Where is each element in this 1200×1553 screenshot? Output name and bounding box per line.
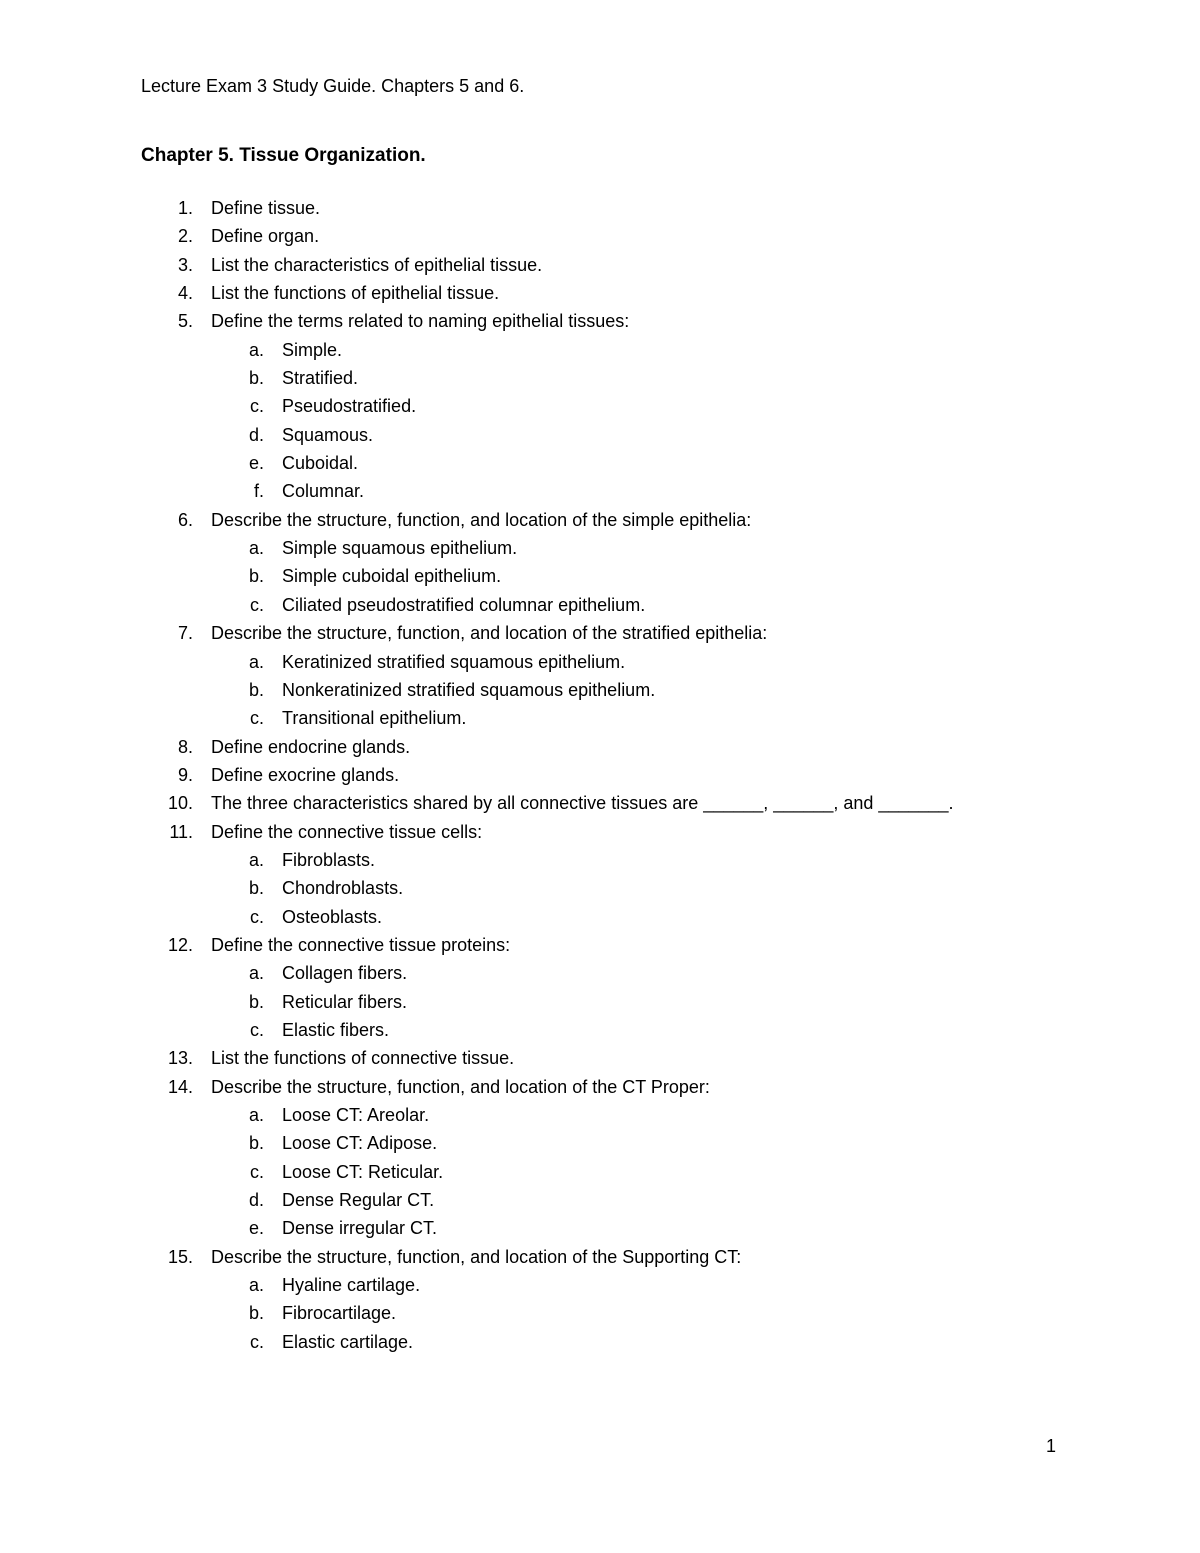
sub-item-text: Squamous. <box>282 424 374 445</box>
item-text: Describe the structure, function, and location of the simple epithelia: <box>211 509 752 530</box>
item-text: List the characteristics of epithelial tissue. <box>211 254 543 275</box>
sub-list-item <box>0 449 1200 477</box>
sub-item-marker: b. <box>248 679 264 700</box>
item-text: Define the connective tissue proteins: <box>211 934 511 955</box>
sub-list-item <box>0 364 1200 392</box>
sub-item-text: Cuboidal. <box>282 453 359 474</box>
sub-item-text: Simple squamous epithelium. <box>282 538 518 559</box>
item-text: Describe the structure, function, and location of the stratified epithelia: <box>211 623 768 644</box>
sub-item-marker: f. <box>253 481 264 502</box>
sub-list-item <box>0 676 1200 704</box>
sub-item-marker: a. <box>248 849 264 870</box>
sub-item-text: Elastic fibers. <box>282 1019 390 1040</box>
sub-item-marker: b. <box>248 878 264 899</box>
sub-list-item <box>0 704 1200 732</box>
sub-list-item <box>0 562 1200 590</box>
sub-item-marker: a. <box>248 339 264 360</box>
sub-item-text: Dense Regular CT. <box>282 1190 435 1211</box>
sub-item-marker: c. <box>249 1019 264 1040</box>
item-number: 12. <box>167 934 193 955</box>
item-number: 4. <box>177 283 193 304</box>
study-question-list <box>0 194 1200 1356</box>
sub-item-text: Fibroblasts. <box>282 849 376 870</box>
list-item <box>0 1243 1200 1271</box>
item-number: 13. <box>167 1048 193 1069</box>
sub-item-marker: b. <box>248 991 264 1012</box>
document-header: Lecture Exam 3 Study Guide. Chapters 5 and 6. <box>141 76 525 96</box>
item-number: 2. <box>177 226 193 247</box>
item-number: 9. <box>177 764 193 785</box>
sub-item-marker: c. <box>249 1161 264 1182</box>
sub-list-item <box>0 534 1200 562</box>
sub-item-marker: d. <box>248 424 264 445</box>
item-number: 7. <box>177 623 193 644</box>
sub-item-text: Simple. <box>282 339 343 360</box>
sub-item-marker: b. <box>248 1303 264 1324</box>
item-text: Describe the structure, function, and location of the Supporting CT: <box>211 1246 742 1267</box>
item-text: Define the terms related to naming epithelial tissues: <box>211 311 630 332</box>
sub-list-item <box>0 421 1200 449</box>
item-text: Define the connective tissue cells: <box>211 821 483 842</box>
item-text: Describe the structure, function, and location of the CT Proper: <box>211 1076 710 1097</box>
sub-item-text: Pseudostratified. <box>282 396 417 417</box>
sub-list-item <box>0 648 1200 676</box>
sub-item-marker: c. <box>249 594 264 615</box>
item-text: List the functions of connective tissue. <box>211 1048 515 1069</box>
sub-list-item <box>0 1016 1200 1044</box>
sub-item-text: Columnar. <box>282 481 365 502</box>
sub-list-item <box>0 959 1200 987</box>
list-item <box>0 761 1200 789</box>
sub-list-item <box>0 846 1200 874</box>
sub-list-item <box>0 336 1200 364</box>
sub-item-text: Ciliated pseudostratified columnar epithelium. <box>282 594 646 615</box>
sub-item-marker: d. <box>248 1190 264 1211</box>
sub-item-marker: a. <box>248 963 264 984</box>
item-text: The three characteristics shared by all connective tissues are ______, ______, and _______. <box>211 793 954 814</box>
item-text: Define exocrine glands. <box>211 764 400 785</box>
sub-item-marker: c. <box>249 906 264 927</box>
item-text: Define endocrine glands. <box>211 736 411 757</box>
list-item <box>0 1073 1200 1101</box>
sub-item-text: Loose CT: Reticular. <box>282 1161 444 1182</box>
list-item <box>0 931 1200 959</box>
list-item <box>0 251 1200 279</box>
list-item <box>0 506 1200 534</box>
sub-list-item <box>0 1214 1200 1242</box>
sub-list-item <box>0 1101 1200 1129</box>
sub-list-item <box>0 1129 1200 1157</box>
sub-item-text: Simple cuboidal epithelium. <box>282 566 502 587</box>
item-number: 15. <box>167 1246 193 1267</box>
sub-list-item <box>0 988 1200 1016</box>
list-item <box>0 194 1200 222</box>
sub-item-marker: c. <box>249 396 264 417</box>
sub-item-text: Hyaline cartilage. <box>282 1275 421 1296</box>
sub-item-marker: e. <box>248 1218 264 1239</box>
list-item <box>0 818 1200 846</box>
sub-list-item <box>0 392 1200 420</box>
sub-item-marker: b. <box>248 566 264 587</box>
sub-item-text: Fibrocartilage. <box>282 1303 397 1324</box>
sub-item-marker: b. <box>248 368 264 389</box>
sub-item-marker: a. <box>248 1105 264 1125</box>
chapter-title: Chapter 5. Tissue Organization. <box>141 145 426 166</box>
item-number: 5. <box>177 311 193 332</box>
sub-item-text: Transitional epithelium. <box>282 708 467 729</box>
sub-item-marker: a. <box>248 651 264 672</box>
sub-list-item <box>0 874 1200 902</box>
list-item <box>0 1044 1200 1072</box>
sub-item-marker: c. <box>249 708 264 729</box>
list-item <box>0 279 1200 307</box>
sub-item-text: Loose CT: Adipose. <box>282 1133 438 1154</box>
item-number: 8. <box>177 736 193 757</box>
sub-list-item <box>0 591 1200 619</box>
item-number: 11. <box>169 821 193 842</box>
item-number: 14. <box>167 1076 193 1097</box>
list-item <box>0 733 1200 761</box>
sub-item-marker: b. <box>248 1133 264 1154</box>
item-text: List the functions of epithelial tissue. <box>211 283 500 304</box>
sub-list-item <box>0 1158 1200 1186</box>
sub-list-item <box>0 1186 1200 1214</box>
sub-item-text: Elastic cartilage. <box>282 1331 414 1352</box>
item-number: 3. <box>177 254 193 275</box>
sub-item-text: Reticular fibers. <box>282 991 408 1012</box>
sub-item-text: Dense irregular CT. <box>282 1218 438 1239</box>
sub-item-marker: c. <box>249 1331 264 1352</box>
sub-item-text: Osteoblasts. <box>282 906 383 927</box>
item-number: 1. <box>177 198 193 218</box>
sub-list-item <box>0 903 1200 931</box>
sub-item-text: Stratified. <box>282 368 359 389</box>
list-item <box>0 619 1200 647</box>
item-text: Define organ. <box>211 226 320 247</box>
list-item <box>0 222 1200 250</box>
sub-item-text: Chondroblasts. <box>282 878 404 899</box>
list-item <box>0 307 1200 335</box>
sub-list-item <box>0 1328 1200 1356</box>
sub-item-text: Collagen fibers. <box>282 963 408 984</box>
sub-list-item <box>0 1299 1200 1327</box>
item-number: 10. <box>167 793 193 814</box>
sub-list-item <box>0 1271 1200 1299</box>
item-number: 6. <box>177 509 193 530</box>
list-item <box>0 789 1200 817</box>
sub-item-text: Nonkeratinized stratified squamous epithelium. <box>282 679 656 700</box>
item-text: Define tissue. <box>211 198 321 218</box>
sub-item-text: Keratinized stratified squamous epithelium. <box>282 651 626 672</box>
sub-item-marker: a. <box>248 1275 264 1296</box>
sub-list-item <box>0 477 1200 505</box>
sub-item-marker: a. <box>248 538 264 559</box>
page-number: 1 <box>1046 1436 1057 1456</box>
sub-item-marker: e. <box>248 453 264 474</box>
sub-item-text: Loose CT: Areolar. <box>282 1105 430 1125</box>
